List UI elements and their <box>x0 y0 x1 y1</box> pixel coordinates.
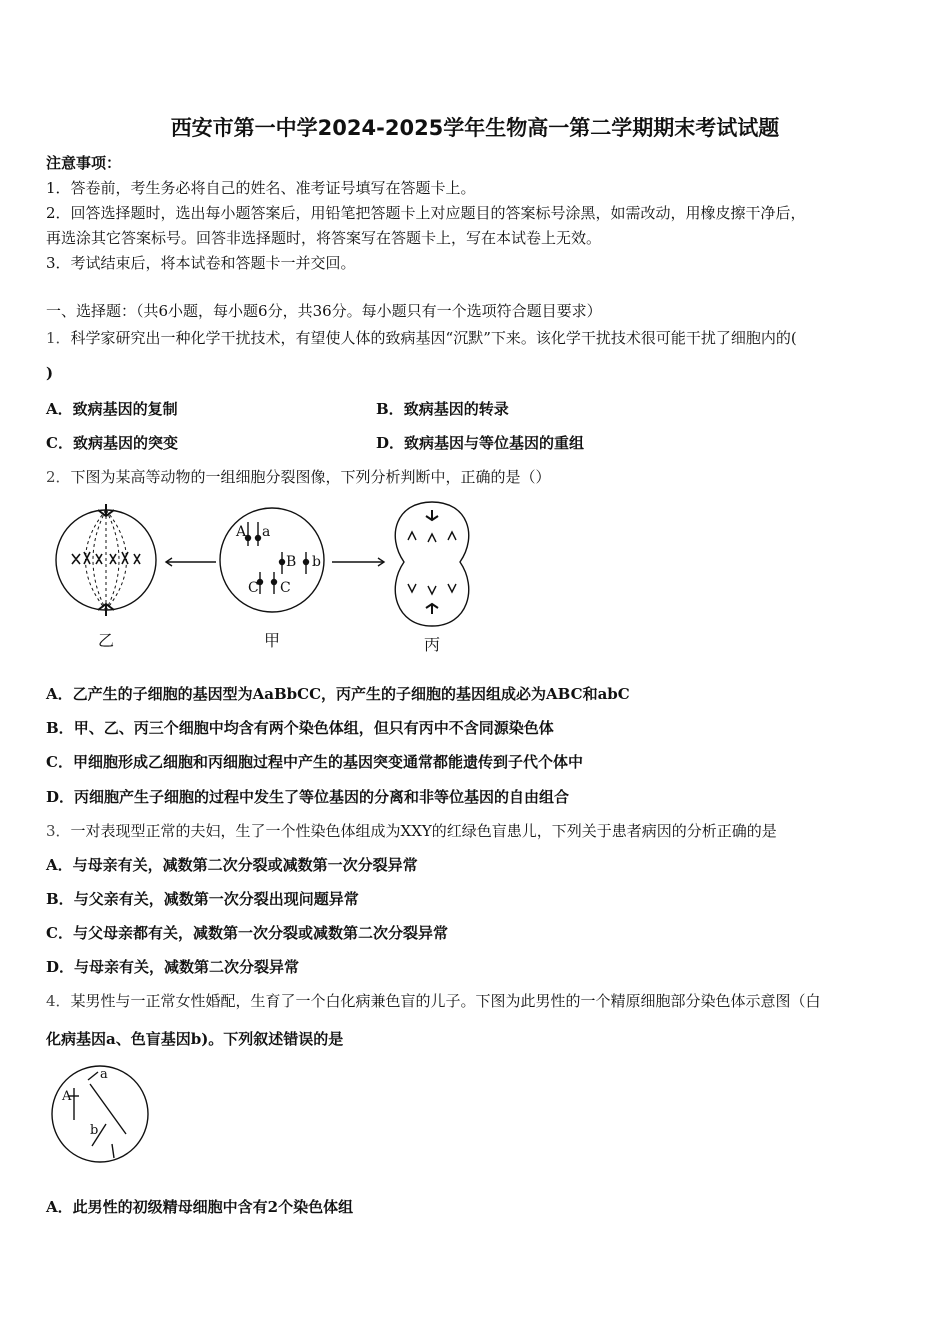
section-heading: 一、选择题：（共6小题，每小题6分，共36分。每小题只有一个选项符合题目要求） <box>46 302 602 320</box>
svg-text:A: A <box>62 1089 72 1104</box>
svg-text:B: B <box>286 554 297 570</box>
svg-text:乙: 乙 <box>98 631 115 650</box>
svg-text:a: a <box>100 1067 108 1082</box>
question-4-stem-cont: 化病基因a、色盲基因b)。下列叙述错误的是 <box>46 1030 344 1048</box>
option-b[interactable]: B．致病基因的转录 <box>376 400 509 418</box>
notice-item: 2．回答选择题时，选出每小题答案后，用铅笔把答题卡上对应题目的答案标号涂黑，如需改动，用橡皮擦干净后， <box>46 204 806 222</box>
option-a[interactable]: A．与母亲有关，减数第二次分裂或减数第一次分裂异常 <box>46 856 418 874</box>
page-title: 西安市第一中学2024-2025学年生物高一第二学期期末考试试题 <box>170 116 780 140</box>
option-a[interactable]: A．乙产生的子细胞的基因型为AaBbCC，丙产生的子细胞的基因组成必为ABC和abC <box>46 685 630 703</box>
spermatogonium-figure <box>48 1058 156 1170</box>
question-text: 某男性与一正常女性婚配，生育了一个白化病兼色盲的儿子。下图为此男性的一个精原细胞部分染色体示意图（白 <box>70 992 821 1010</box>
question-1-stem <box>46 327 797 348</box>
option-c[interactable]: C．甲细胞形成乙细胞和丙细胞过程中产生的基因突变通常都能遗传到子代个体中 <box>46 753 583 771</box>
question-text: 科学家研究出一种化学干扰技术，有望使人体的致病基因“沉默”下来。该化学干扰技术很可能干扰了细胞内的( <box>70 329 797 347</box>
option-c[interactable]: C．致病基因的突变 <box>46 434 178 452</box>
option-a[interactable]: A．致病基因的复制 <box>46 400 178 418</box>
question-4-stem <box>46 990 821 1011</box>
svg-text:b: b <box>312 554 321 570</box>
notice-item: 1．答卷前，考生务必将自己的姓名、准考证号填写在答题卡上。 <box>46 179 476 197</box>
question-number: 2． <box>46 468 71 486</box>
option-b[interactable]: B．与父亲有关，减数第一次分裂出现问题异常 <box>46 890 359 908</box>
question-2-stem <box>46 466 551 487</box>
question-text: 下图为某高等动物的一组细胞分裂图像，下列分析判断中，正确的是（） <box>70 468 551 486</box>
notice-item: 再选涂其它答案标号。回答非选择题时，将答案写在答题卡上，写在本试卷上无效。 <box>46 229 602 247</box>
option-d[interactable]: D．与母亲有关，减数第二次分裂异常 <box>46 958 300 976</box>
question-number: 4． <box>46 992 71 1010</box>
svg-text:A: A <box>236 524 247 540</box>
option-c[interactable]: C．与父母亲都有关，减数第一次分裂或减数第二次分裂异常 <box>46 924 448 942</box>
notice-item: 3．考试结束后，将本试卷和答题卡一并交回。 <box>46 254 356 272</box>
option-a[interactable]: A．此男性的初级精母细胞中含有2个染色体组 <box>46 1198 354 1216</box>
notice-heading: 注意事项： <box>46 154 122 172</box>
option-d[interactable]: D．致病基因与等位基因的重组 <box>376 434 585 452</box>
svg-text:a: a <box>262 524 271 540</box>
question-number: 1． <box>46 329 71 347</box>
svg-text:丙: 丙 <box>424 635 441 654</box>
question-1-stem-cont: ) <box>46 364 54 382</box>
question-text: 一对表现型正常的夫妇，生了一个性染色体组成为XXY的红绿色盲患儿，下列关于患者病因的分析正确的是 <box>70 822 777 840</box>
cell-yi <box>56 504 156 616</box>
arrow-left <box>166 558 216 566</box>
option-b[interactable]: B．甲、乙、丙三个细胞中均含有两个染色体组，但只有丙中不含同源染色体 <box>46 719 554 737</box>
cell-labels <box>98 631 440 654</box>
question-3-stem <box>46 820 777 841</box>
svg-text:b: b <box>90 1123 99 1138</box>
arrow-right <box>332 558 384 566</box>
svg-text:C: C <box>248 580 259 596</box>
svg-text:甲: 甲 <box>264 631 281 650</box>
option-d[interactable]: D．丙细胞产生子细胞的过程中发生了等位基因的分离和非等位基因的自由组合 <box>46 788 570 806</box>
cell-bing <box>395 502 468 626</box>
question-number: 3． <box>46 822 71 840</box>
svg-text:C: C <box>280 580 291 596</box>
cell-division-figure <box>50 496 490 662</box>
